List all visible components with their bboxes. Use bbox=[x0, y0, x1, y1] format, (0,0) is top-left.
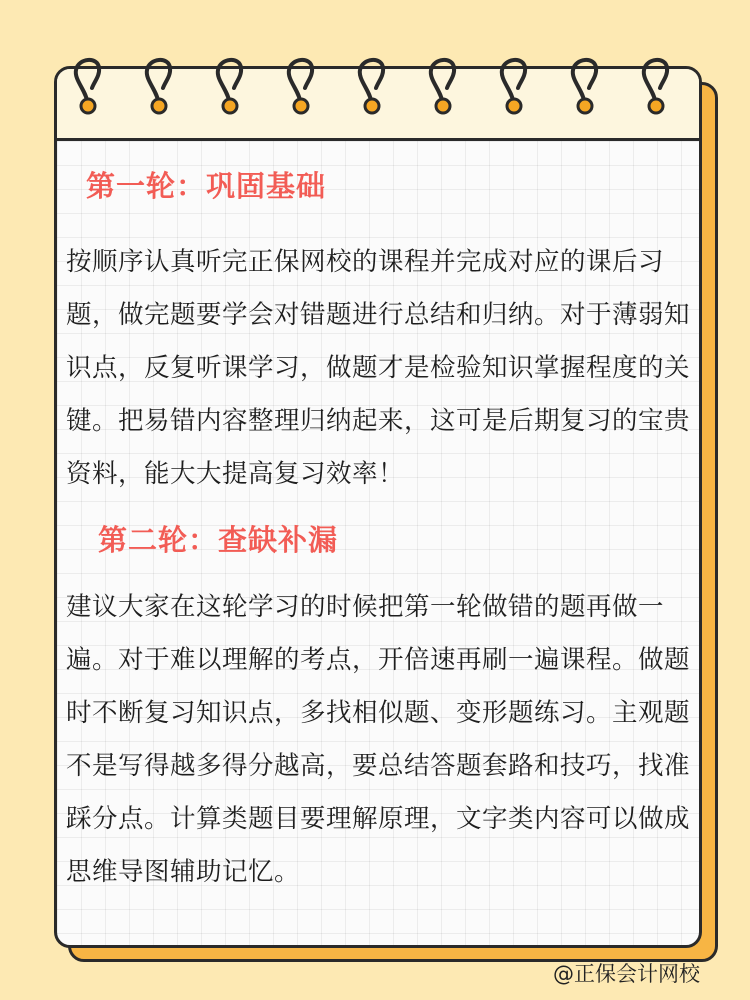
account-watermark: @正保会计网校 bbox=[553, 962, 700, 986]
notebook-binding-strip bbox=[57, 69, 699, 141]
section-body-consolidate-basics: 按顺序认真听完正保网校的课程并完成对应的课后习题，做完题要学会对错题进行总结和归纳。对于薄弱知识点，反复听课学习，做题才是检验知识掌握程度的关键。把易错内容整理归纳起来，这可是后期复习的宝贵资料，能大大提高复习效率！ bbox=[66, 247, 691, 489]
section-title-fill-gaps: 第二轮：查缺补漏 bbox=[98, 523, 339, 557]
section-body-fill-gaps: 建议大家在这轮学习的时候把第一轮做错的题再做一遍。对于难以理解的考点，开倍速再刷一遍课程。做题时不断复习知识点，多找相似题、变形题练习。主观题不是写得越多得分越高，要总结答题套路和技巧，找准踩分点。计算类题目要理解原理，文字类内容可以做成思维导图辅助记忆。 bbox=[66, 592, 691, 887]
section-title-consolidate-basics: 第一轮：巩固基础 bbox=[86, 169, 327, 203]
